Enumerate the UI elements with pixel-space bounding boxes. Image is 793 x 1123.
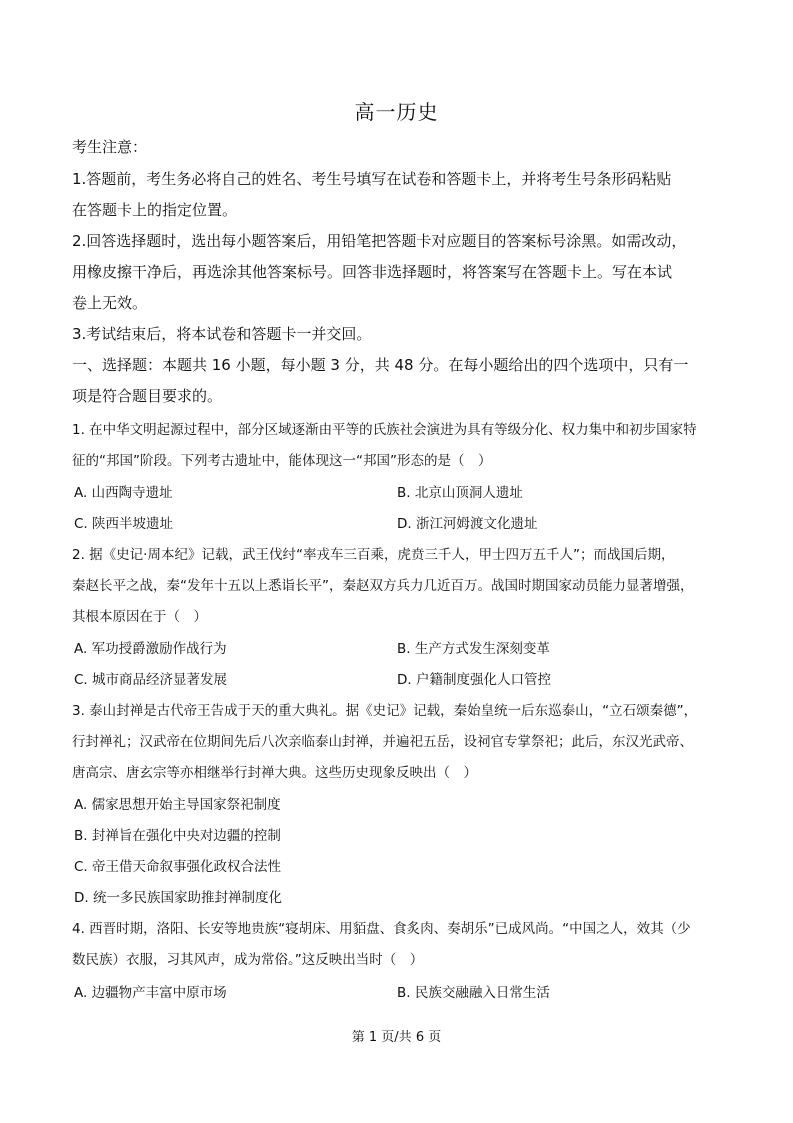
page-title: 高一历史 bbox=[354, 100, 439, 124]
section-header: 一、选择题：本题共 16 小题，每小题 3 分，共 48 分。在每小题给出的四个选项中，只有一 bbox=[72, 356, 689, 374]
question-1-option-d: D. 浙江河姆渡文化遗址 bbox=[397, 516, 538, 532]
question-4-stem: 数民族）衣服，习其风声，成为常俗。”这反映出当时（ ） bbox=[72, 952, 424, 968]
question-3-option-b: B. 封禅旨在强化中央对边疆的控制 bbox=[74, 828, 281, 844]
question-2-stem: 秦赵长平之战，秦“发年十五以上悉诣长平”，秦赵双方兵力几近百万。战国时期国家动员能力显著增强， bbox=[72, 578, 694, 594]
question-4-option-b: B. 民族交融融入日常生活 bbox=[397, 985, 550, 1001]
question-3-option-a: A. 儒家思想开始主导国家祭祀制度 bbox=[74, 797, 281, 813]
question-3-option-d: D. 统一多民族国家助推封禅制度化 bbox=[74, 890, 282, 906]
question-2-option-b: B. 生产方式发生深刻变革 bbox=[397, 641, 550, 657]
question-3-stem: 行封禅礼；汉武帝在位期间先后八次亲临泰山封禅，并遍祀五岳，设祠官专掌祭祀；此后，东汉光武帝、 bbox=[72, 734, 693, 750]
question-4-option-a: A. 边疆物产丰富中原市场 bbox=[74, 985, 227, 1001]
notice-heading: 考生注意： bbox=[72, 138, 148, 156]
question-3-stem: 唐高宗、唐玄宗等亦相继举行封禅大典。这些历史现象反映出（ ） bbox=[72, 765, 477, 781]
notice-line: 1.答题前，考生务必将自己的姓名、考生号填写在试卷和答题卡上，并将考生号条形码粘贴 bbox=[72, 170, 672, 188]
question-3-stem: 3. 泰山封禅是古代帝王告成于天的重大典礼。据《史记》记载，秦始皇统一后东巡泰山，“立石颂秦德”， bbox=[72, 703, 698, 719]
question-2-option-a: A. 军功授爵激励作战行为 bbox=[74, 641, 227, 657]
question-3-option-c: C. 帝王借天命叙事强化政权合法性 bbox=[74, 859, 282, 875]
question-2-option-d: D. 户籍制度强化人口管控 bbox=[397, 672, 551, 688]
notice-line: 卷上无效。 bbox=[72, 294, 148, 312]
notice-line: 3.考试结束后，将本试卷和答题卡一并交回。 bbox=[72, 325, 372, 343]
notice-line: 2.回答选择题时，选出每小题答案后，用铅笔把答题卡对应题目的答案标号涂黑。如需改动， bbox=[72, 232, 687, 250]
page-footer: 第 1 页/共 6 页 bbox=[351, 1030, 442, 1045]
question-1-stem: 1. 在中华文明起源过程中，部分区域逐渐由平等的氏族社会演进为具有等级分化、权力集中和初步国家特 bbox=[72, 422, 697, 438]
question-1-option-a: A. 山西陶寺遗址 bbox=[74, 485, 173, 501]
section-header: 项是符合题目要求的。 bbox=[72, 387, 223, 405]
notice-line: 在答题卡上的指定位置。 bbox=[72, 201, 238, 219]
question-2-stem: 2. 据《史记·周本纪》记载，武王伐纣“率戎车三百乘，虎贲三千人，甲士四万五千人”；而战国后期， bbox=[72, 547, 675, 563]
question-2-stem: 其根本原因在于（ ） bbox=[72, 609, 207, 625]
question-1-option-c: C. 陕西半坡遗址 bbox=[74, 516, 174, 532]
question-1-stem: 征的“邦国”阶段。下列考古遗址中，能体现这一“邦国”形态的是（ ） bbox=[72, 453, 492, 469]
question-1-option-b: B. 北京山顶洞人遗址 bbox=[397, 485, 523, 501]
notice-line: 用橡皮擦干净后，再选涂其他答案标号。回答非选择题时，将答案写在答题卡上。写在本试 bbox=[72, 263, 673, 281]
question-4-stem: 4. 西晋时期，洛阳、长安等地贵族“寝胡床、用貊盘、食炙肉、奏胡乐”已成风尚。“中国之人，效其（少 bbox=[72, 921, 691, 937]
question-2-option-c: C. 城市商品经济显著发展 bbox=[74, 672, 228, 688]
